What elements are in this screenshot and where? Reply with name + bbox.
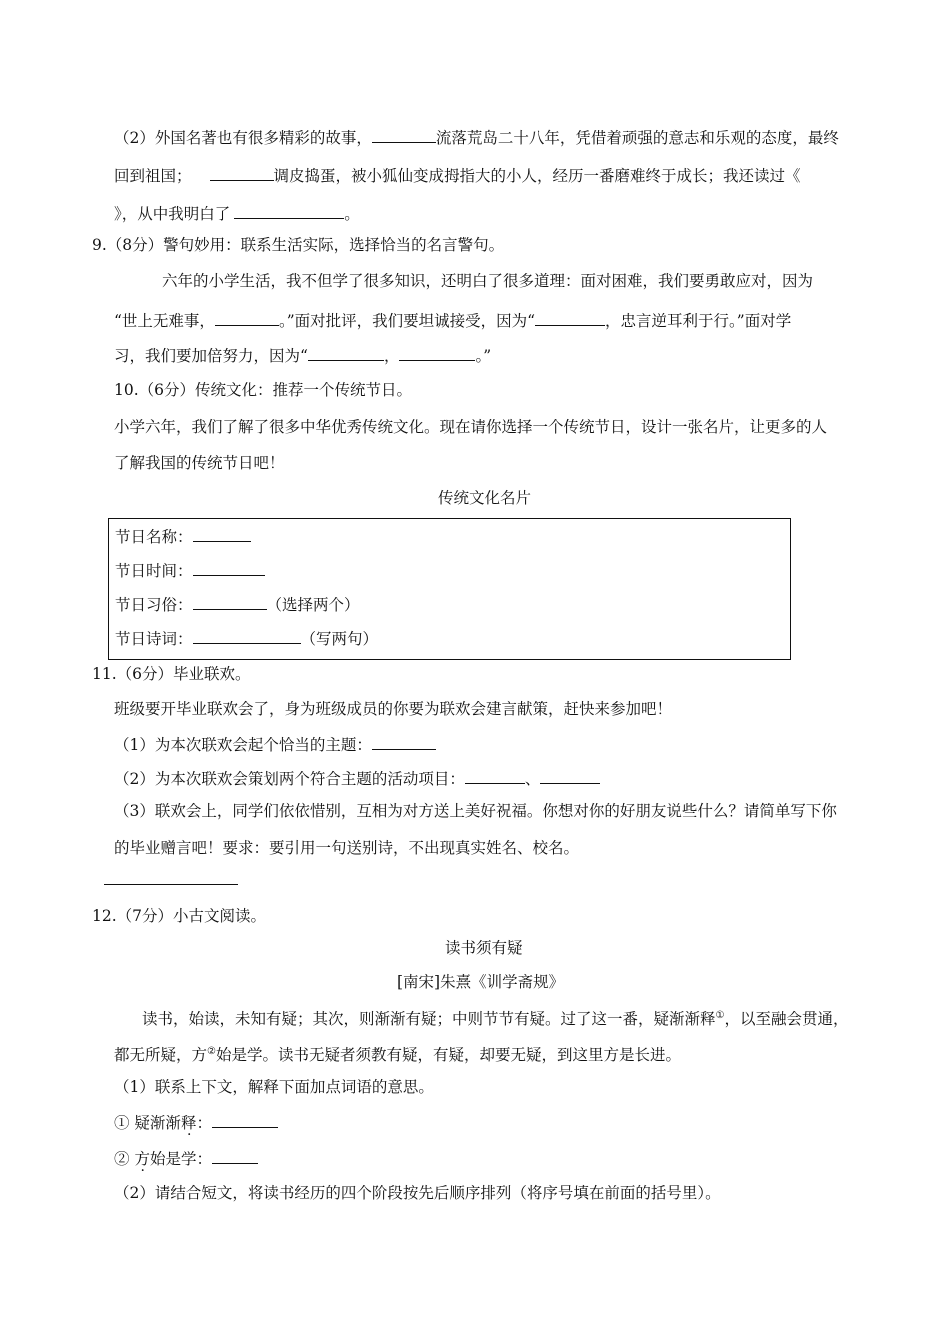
answer-blank[interactable] — [399, 344, 475, 361]
q12-passage-line2: 都无所疑，方②始是学。读书无疑者须教有疑，有疑，却要无疑，到这里方是长进。 — [114, 1046, 681, 1065]
answer-blank[interactable] — [540, 767, 600, 784]
answer-blank[interactable] — [372, 733, 436, 750]
q9-paragraph-line1: 六年的小学生活，我不但学了很多知识，还明白了很多道理：面对困难，我们要勇敢应对，因为 — [162, 272, 814, 290]
q12-item1: ① 疑渐渐释： — [114, 1111, 278, 1133]
q8-2-line2: 回到祖国； 调皮捣蛋，被小狐仙变成拇指大的小人，经历一番磨难终于成长；我还读过《 — [114, 164, 801, 186]
culture-card — [108, 518, 791, 660]
answer-blank[interactable] — [212, 1111, 278, 1128]
footnote-mark: ① — [715, 1010, 725, 1021]
footnote-mark: ② — [207, 1046, 216, 1057]
card-row-poem: 节日诗词： （写两句） — [115, 627, 378, 649]
q11-title: 11.（6分）毕业联欢。 — [92, 665, 251, 683]
answer-blank[interactable] — [372, 126, 436, 143]
dotted-word: 释 — [180, 1114, 197, 1132]
answer-blank[interactable] — [193, 593, 267, 610]
q9-paragraph-line2: “世上无难事， 。”面对批评，我们要坦诚接受，因为“ ，忠言逆耳利于行。”面对学 — [114, 309, 791, 331]
dotted-word: 方 — [134, 1150, 150, 1168]
answer-blank[interactable] — [535, 309, 605, 326]
q12-item2: ② 方始是学： — [114, 1147, 258, 1169]
q11-paragraph: 班级要开毕业联欢会了，身为班级成员的你要为联欢会建言献策，赶快来参加吧！ — [114, 700, 673, 718]
q12-title: 12.（7分）小古文阅读。 — [92, 907, 267, 925]
card-row-name: 节日名称： — [115, 525, 251, 547]
q11-sub3-line1: （3）联欢会上，同学们依依惜别，互相为对方送上美好祝福。你想对你的好朋友说些什么？请简单写下你 — [114, 802, 837, 820]
q10-paragraph-line2: 了解我国的传统节日吧！ — [114, 454, 285, 472]
card-row-custom: 节日习俗： （选择两个） — [115, 593, 360, 615]
q11-sub3-line2: 的毕业赠言吧！要求：要引用一句送别诗，不出现真实姓名、校名。 — [114, 839, 580, 857]
answer-blank[interactable] — [215, 309, 279, 326]
answer-blank[interactable] — [212, 1147, 258, 1164]
text-author: [南宋]朱熹《训学斋规》 — [397, 973, 565, 991]
q12-sub1: （1）联系上下文，解释下面加点词语的意思。 — [114, 1078, 434, 1096]
q8-2-line1: （2）外国名著也有很多精彩的故事， 流落荒岛二十八年，凭借着顽强的意志和乐观的态度，最终 — [114, 126, 839, 148]
q9-paragraph-line3: 习，我们要加倍努力，因为“ ， 。” — [114, 344, 491, 366]
text-title: 读书须有疑 — [445, 939, 523, 957]
q12-sub2: （2）请结合短文，将读书经历的四个阶段按先后顺序排列（将序号填在前面的括号里）。 — [114, 1184, 721, 1202]
q10-paragraph-line1: 小学六年，我们了解了很多中华优秀传统文化。现在请你选择一个传统节日，设计一张名片，让更多的人 — [114, 418, 828, 436]
q11-sub2: （2）为本次联欢会策划两个符合主题的活动项目： 、 — [114, 767, 600, 789]
answer-blank[interactable] — [308, 344, 384, 361]
card-row-time: 节日时间： — [115, 559, 265, 581]
q8-2-line3: 》，从中我明白了 。 — [114, 202, 360, 224]
q12-passage-line1: 读书，始读，未知有疑；其次，则渐渐有疑；中则节节有疑。过了这一番，疑渐渐释①，以至融会贯通， — [142, 1010, 849, 1029]
answer-line[interactable] — [104, 884, 238, 885]
answer-blank[interactable] — [193, 525, 251, 542]
q9-title: 9.（8分）警句妙用：联系生活实际，选择恰当的名言警句。 — [92, 236, 505, 254]
q11-sub1: （1）为本次联欢会起个恰当的主题： — [114, 733, 436, 755]
answer-blank[interactable] — [193, 627, 301, 644]
answer-blank[interactable] — [193, 559, 265, 576]
answer-blank[interactable] — [210, 164, 274, 181]
q10-title: 10.（6分）传统文化：推荐一个传统节日。 — [114, 381, 413, 399]
card-title: 传统文化名片 — [438, 489, 532, 507]
answer-blank[interactable] — [465, 767, 525, 784]
answer-blank[interactable] — [234, 202, 344, 219]
